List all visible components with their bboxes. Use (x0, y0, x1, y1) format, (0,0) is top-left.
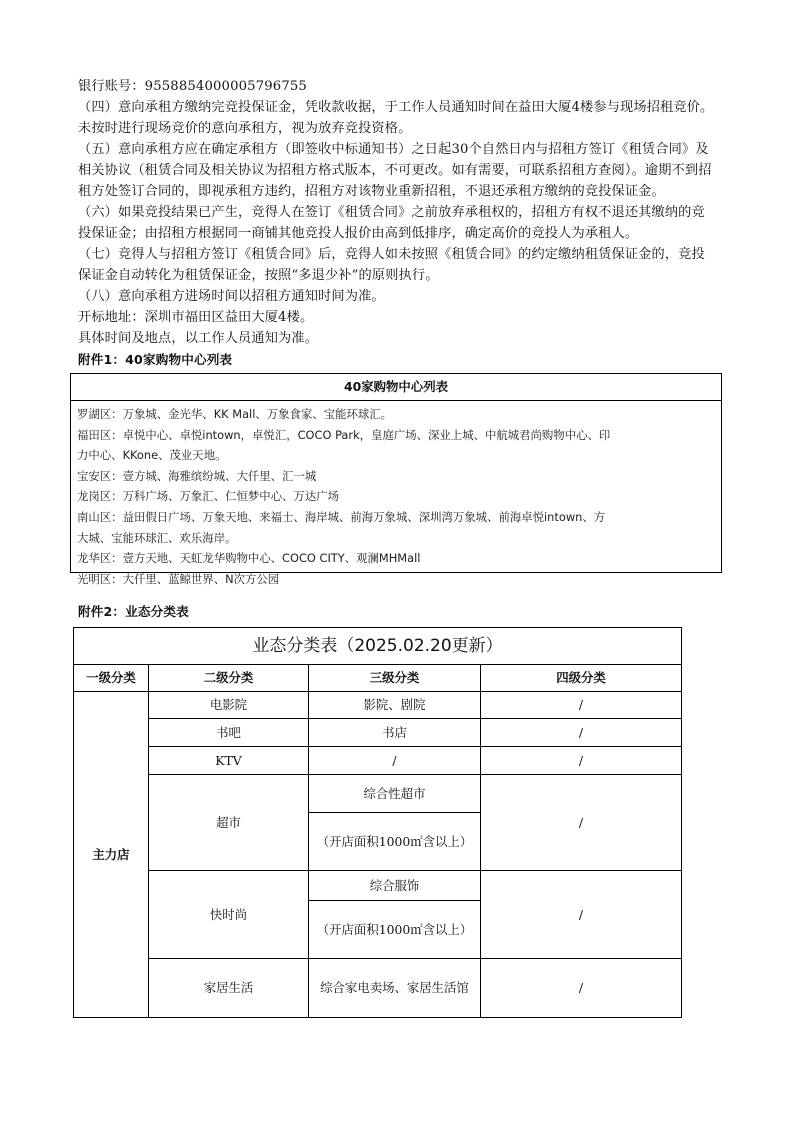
cell-l2: 电影院 (149, 692, 309, 719)
cell-l3: 影院、剧院 (309, 692, 481, 719)
attachment-2-heading: 附件2：业态分类表 (78, 604, 189, 619)
time-location-note: 具体时间及地点，以工作人员通知为准。 (78, 331, 319, 346)
table-title: 业态分类表（2025.02.20更新） (74, 628, 682, 665)
mall-list-line: 南山区：益田假日广场、万象天地、来福士、海岸城、前海万象城、深圳湾万象城、前海卓悦intown、方 (77, 509, 606, 524)
attachment-1-heading: 附件1：40家购物中心列表 (78, 352, 233, 367)
cell-l3: 综合家电卖场、家居生活馆 (309, 959, 481, 1018)
clause-6: （六）如果竞投结果已产生，竞得人在签订《租赁合同》之前放弃承租权的，招租方有权不退还其缴纳的竞投保证金；由招租方根据同一商铺其他竞投人报价由高到低排序，确定高价的竞投人为承租人。 (78, 205, 705, 241)
mall-list-line: 龙华区：壹方天地、天虹龙华购物中心、COCO CITY、观澜MHMall (77, 551, 421, 566)
cell-l4: / (481, 871, 682, 959)
cell-l4: / (481, 775, 682, 871)
mall-list-line: 力中心、KKone、茂业天地。 (77, 448, 227, 463)
clause-7: （七）竞得人与招租方签订《租赁合同》后，竞得人如未按照《租赁合同》的约定缴纳租赁保证金的，竞投保证金自动转化为租赁保证金，按照“多退少补”的原则执行。 (78, 247, 705, 283)
mall-list-line: 宝安区：壹方城、海雅缤纷城、大仟里、汇一城 (77, 468, 317, 483)
cell-l2: 书吧 (149, 719, 309, 747)
cell-l2: KTV (149, 747, 309, 775)
level-1-anchor-store: 主力店 (74, 692, 149, 1018)
header-level-3: 三级分类 (309, 665, 481, 692)
clause-5: （五）意向承租方应在确定承租方（即签收中标通知书）之日起30个自然日内与招租方签订《租赁合同》及相关协议（租赁合同及相关协议为招租方格式版本，不可更改。如有需要，可联系招租方查阅）。逾期不到招租方处签订合同的，即视承租方违约，招租方对该物业重新招租，不退还承租方缴纳的竞投保证金。 (78, 142, 712, 199)
cell-l3-note: （开店面积1000㎡含以上） (309, 813, 481, 871)
mall-list-line: 龙岗区：万科广场、万象汇、仁恒梦中心、万达广场 (77, 489, 339, 504)
header-level-1: 一级分类 (74, 665, 149, 692)
cell-l3-note: （开店面积1000㎡含以上） (309, 901, 481, 959)
mall-list-box (70, 373, 722, 586)
cell-l2: 家居生活 (149, 959, 309, 1018)
cell-l4: / (481, 692, 682, 719)
business-category-table (73, 627, 682, 1018)
cell-l3: 书店 (309, 719, 481, 747)
mall-list-line: 罗湖区：万象城、金光华、KK Mall、万象食家、宝能环球汇。 (77, 407, 393, 421)
header-level-2: 二级分类 (149, 665, 309, 692)
cell-l4: / (481, 959, 682, 1018)
mall-list-title: 40家购物中心列表 (71, 374, 721, 401)
cell-l4: / (481, 719, 682, 747)
cell-l3: 综合服饰 (309, 871, 481, 901)
cell-l2: 快时尚 (149, 871, 309, 959)
cell-l3: / (309, 747, 481, 775)
header-level-4: 四级分类 (481, 665, 682, 692)
mall-list-body (71, 401, 721, 589)
cell-l2: 超市 (149, 775, 309, 871)
clause-8: （八）意向承租方进场时间以招租方通知时间为准。 (78, 289, 385, 304)
mall-list-line: 光明区：大仟里、蓝鲸世界、N次方公园 (77, 571, 280, 586)
clause-4: （四）意向承租方缴纳完竞投保证金，凭收款收据，于工作人员通知时间在益田大厦4楼参与现场招租竞价。未按时进行现场竞价的意向承租方，视为放弃竞投资格。 (78, 100, 714, 136)
cell-l3: 综合性超市 (309, 775, 481, 813)
mall-list-line: 大城、宝能环球汇、欢乐海岸。 (77, 530, 237, 545)
bank-account-line: 银行账号：9558854000005796755 (78, 79, 307, 94)
bid-opening-address: 开标地址：深圳市福田区益田大厦4楼。 (78, 310, 314, 325)
mall-list-line: 福田区：卓悦中心、卓悦intown，卓悦汇，COCO Park，皇庭广场、深业上城、中航城君尚购物中心、印 (77, 427, 611, 442)
cell-l4: / (481, 747, 682, 775)
